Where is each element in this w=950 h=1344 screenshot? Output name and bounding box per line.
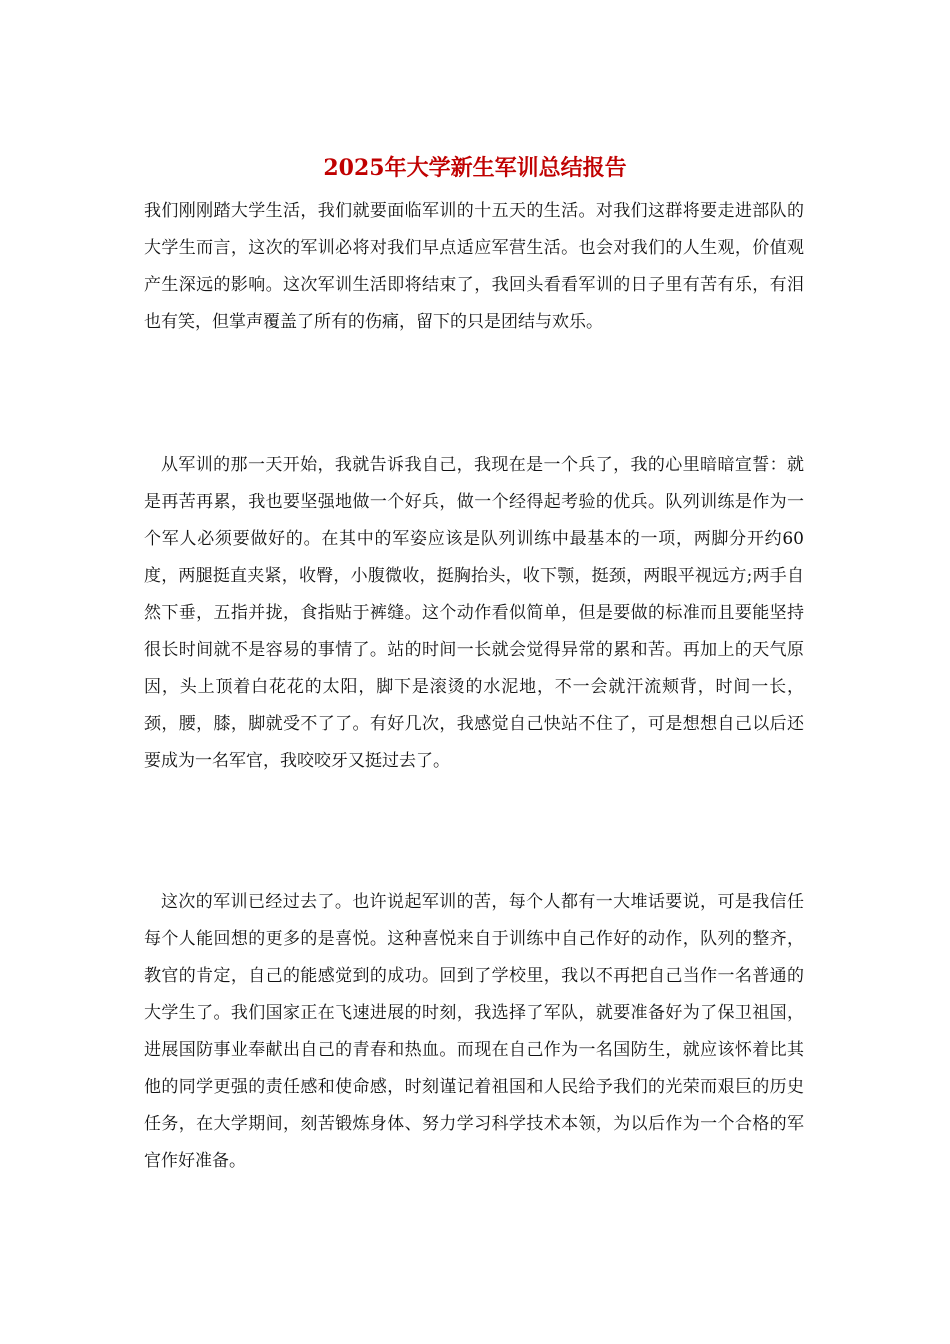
paragraph-intro: 我们刚刚踏大学生活，我们就要面临军训的十五天的生活。对我们这群将要走进部队的大学生而言，这次的军训必将对我们早点适应军营生活。也会对我们的人生观，价值观产生深远的影响。这次军训生活即将结束了，我回头看看军训的日子里有苦有乐，有泪也有笑，但掌声覆盖了所有的伤痛，留下的只是团结与欢乐。 xyxy=(144,201,804,332)
paragraph-conclusion: 这次的军训已经过去了。也许说起军训的苦，每个人都有一大堆话要说，可是我信任每个人能回想的更多的是喜悦。这种喜悦来自于训练中自己作好的动作，队列的整齐，教官的肯定，自己的能感觉到的成功。回到了学校里，我以不再把自己当作一名普通的大学生了。我们国家正在飞速进展的时刻，我选择了军队，就要准备好为了保卫祖国，进展国防事业奉献出自己的青春和热血。而现在自己作为一名国防生，就应该怀着比其他的同学更强的责任感和使命感，时刻谨记着祖国和人民给予我们的光荣而艰巨的历史任务，在大学期间，刻苦锻炼身体、努力学习科学技术本领，为以后作为一个合格的军官作好准备。 xyxy=(144,892,804,1171)
document-title: 2025年大学新生军训总结报告 xyxy=(323,155,627,181)
paragraph-training: 从军训的那一天开始，我就告诉我自己，我现在是一个兵了，我的心里暗暗宣誓：就是再苦再累，我也要坚强地做一个好兵，做一个经得起考验的优兵。队列训练是作为一个军人必须要做好的。在其中的军姿应该是队列训练中最基本的一项，两脚分开约60度，两腿挺直夹紧，收臀，小腹微收，挺胸抬头，收下颚，挺颈，两眼平视远方;两手自然下垂，五指并拢，食指贴于裤缝。这个动作看似简单，但是要做的标准而且要能坚持很长时间就不是容易的事情了。站的时间一长就会觉得异常的累和苦。再加上的天气原因，头上顶着白花花的太阳，脚下是滚烫的水泥地，不一会就汗流颊背，时间一长，颈，腰，膝，脚就受不了了。有好几次，我感觉自己快站不住了，可是想想自己以后还要成为一名军官，我咬咬牙又挺过去了。 xyxy=(144,455,804,771)
